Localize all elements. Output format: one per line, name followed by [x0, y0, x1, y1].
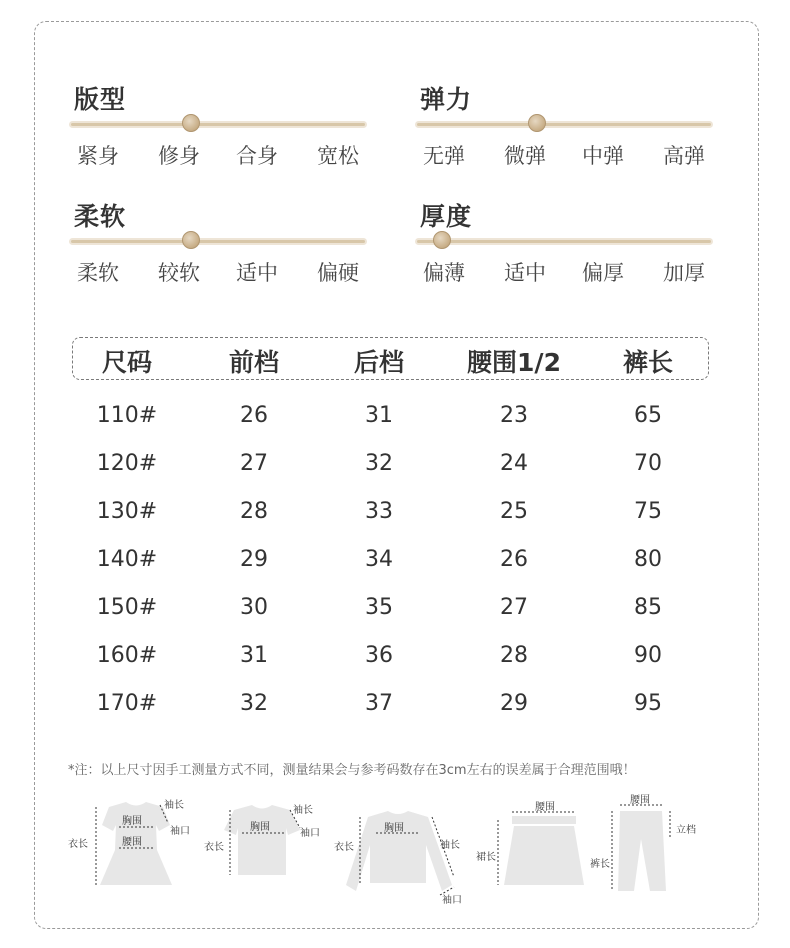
label-chest: 胸围 — [384, 823, 404, 834]
cell-half-waist: 29 — [500, 691, 528, 716]
table-row — [0, 595, 790, 625]
option-label: 宽松 — [317, 144, 359, 168]
measurement-note: *注：以上尺寸因手工测量方式不同，测量结果会与参考码数存在3cm左右的误差属于合理范围哦！ — [68, 763, 636, 778]
tshirt-diagram — [200, 800, 330, 890]
label-chest: 胸围 — [122, 816, 142, 827]
option-label: 较软 — [158, 261, 200, 285]
cell-pants-length: 75 — [634, 499, 662, 524]
cell-size: 170# — [96, 691, 158, 716]
cell-pants-length: 70 — [634, 451, 662, 476]
label-length: 衣长 — [68, 839, 88, 850]
table-row — [0, 643, 790, 673]
cell-pants-length: 90 — [634, 643, 662, 668]
label-waist: 腰围 — [122, 837, 142, 848]
label-chest: 胸围 — [250, 822, 270, 833]
option-label: 偏薄 — [423, 261, 465, 285]
cell-pants-length: 95 — [634, 691, 662, 716]
option-label: 柔软 — [77, 261, 119, 285]
header-front-rise: 前档 — [228, 348, 280, 377]
slider-knob — [433, 231, 451, 249]
slider-track — [415, 238, 713, 245]
attribute-softness — [74, 197, 374, 292]
option-label: 中弹 — [582, 144, 624, 168]
option-label: 偏硬 — [317, 261, 359, 285]
cell-back-rise: 34 — [365, 547, 393, 572]
option-label: 加厚 — [663, 261, 705, 285]
cell-half-waist: 28 — [500, 643, 528, 668]
slider-track — [69, 238, 367, 245]
table-row — [0, 499, 790, 529]
attribute-title: 版型 — [74, 85, 127, 114]
cell-size: 120# — [96, 451, 158, 476]
header-size: 尺码 — [101, 348, 153, 377]
option-label: 适中 — [504, 261, 546, 285]
header-pants-length: 裤长 — [622, 348, 674, 377]
table-row — [0, 403, 790, 433]
option-label: 修身 — [158, 144, 200, 168]
cell-pants-length: 80 — [634, 547, 662, 572]
sweater-diagram — [330, 805, 480, 910]
attribute-fit — [74, 80, 374, 175]
cell-back-rise: 36 — [365, 643, 393, 668]
attribute-thickness — [420, 197, 720, 292]
table-row — [0, 547, 790, 577]
label-cuff: 袖口 — [442, 895, 462, 906]
option-label: 合身 — [236, 144, 278, 168]
cell-half-waist: 27 — [500, 595, 528, 620]
cell-front-rise: 26 — [240, 403, 268, 428]
option-label: 偏厚 — [582, 261, 624, 285]
dress-diagram — [64, 795, 204, 895]
label-cuff: 袖口 — [170, 826, 190, 837]
cell-front-rise: 30 — [240, 595, 268, 620]
slider-knob — [528, 114, 546, 132]
header-back-rise: 后档 — [353, 348, 405, 377]
cell-back-rise: 35 — [365, 595, 393, 620]
label-waist: 腰围 — [630, 795, 650, 806]
attribute-elasticity — [420, 80, 720, 175]
pants-diagram — [588, 795, 708, 895]
cell-front-rise: 27 — [240, 451, 268, 476]
label-length: 衣长 — [334, 842, 354, 853]
label-cuff: 袖口 — [300, 828, 320, 839]
option-label: 适中 — [236, 261, 278, 285]
cell-size: 140# — [96, 547, 158, 572]
option-label: 高弹 — [663, 144, 705, 168]
slider-knob — [182, 114, 200, 132]
cell-front-rise: 31 — [240, 643, 268, 668]
cell-size: 130# — [96, 499, 158, 524]
cell-size: 160# — [96, 643, 158, 668]
table-row — [0, 451, 790, 481]
cell-back-rise: 33 — [365, 499, 393, 524]
skirt-diagram — [474, 800, 589, 895]
cell-pants-length: 85 — [634, 595, 662, 620]
cell-half-waist: 24 — [500, 451, 528, 476]
option-label: 紧身 — [77, 144, 119, 168]
cell-back-rise: 31 — [365, 403, 393, 428]
label-pants-length: 裤长 — [590, 859, 610, 870]
label-waist: 腰围 — [535, 802, 555, 813]
cell-back-rise: 32 — [365, 451, 393, 476]
option-label: 无弹 — [423, 144, 465, 168]
slider-knob — [182, 231, 200, 249]
slider-track — [69, 121, 367, 128]
slider-track — [415, 121, 713, 128]
table-row — [0, 691, 790, 721]
label-rise: 立档 — [676, 825, 696, 836]
cell-half-waist: 25 — [500, 499, 528, 524]
cell-size: 110# — [96, 403, 158, 428]
cell-front-rise: 28 — [240, 499, 268, 524]
cell-pants-length: 65 — [634, 403, 662, 428]
cell-size: 150# — [96, 595, 158, 620]
label-skirt-length: 裙长 — [476, 852, 496, 863]
label-sleeve-length: 袖长 — [293, 805, 313, 816]
cell-front-rise: 29 — [240, 547, 268, 572]
attribute-title: 柔软 — [74, 202, 127, 231]
label-length: 衣长 — [204, 842, 224, 853]
cell-half-waist: 26 — [500, 547, 528, 572]
attribute-title: 厚度 — [420, 202, 473, 231]
cell-back-rise: 37 — [365, 691, 393, 716]
cell-front-rise: 32 — [240, 691, 268, 716]
option-label: 微弹 — [504, 144, 546, 168]
attribute-title: 弹力 — [420, 85, 473, 114]
label-sleeve-length: 袖长 — [164, 800, 184, 811]
header-half-waist: 腰围1/2 — [467, 348, 561, 377]
cell-half-waist: 23 — [500, 403, 528, 428]
label-sleeve-length: 袖长 — [440, 840, 460, 851]
